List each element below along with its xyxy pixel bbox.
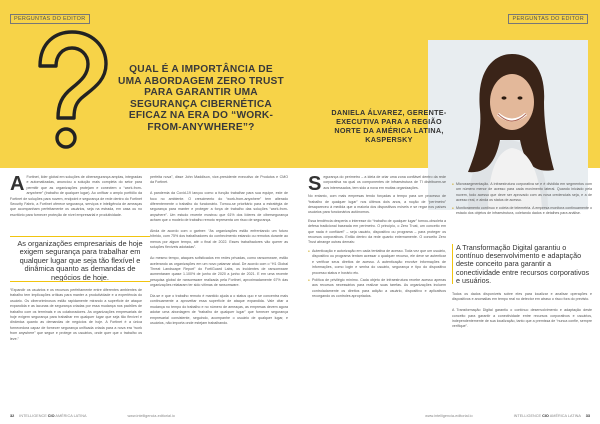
page-number: 32 <box>10 414 15 418</box>
cio-logo: CIO <box>47 414 55 418</box>
region: AMÉRICA LATINA <box>549 414 581 418</box>
mag-name: INTELLIGENCE <box>513 414 542 418</box>
question-mark-icon <box>18 26 118 156</box>
intro-paragraph: Fortinet, líder global em soluções de cibersegurança amplas, integradas e automatizadas, anunciou a solução mais completa do setor para permitir que as organizações protejam e conectem o “work-from-anywhere” (trabalho de qualquer lugar). Ao unificar o amplo portfólio da Fortinet de soluções para nuvem, endpoint e segurança de rede dentro do Fortinet Security Fabric, a Fortinet oferece segurança, serviços e inteligência de ameaças que acompanham perfeitamente os usuários, seja na estrada, em casa ou no escritório para fornecer proteção de nível empresarial e produtividade. <box>10 175 142 217</box>
paragraph: Essa tendência desperta o interesse do “trabalho de qualquer lugar” tornou-obsoleta a defesa tradicional baseada em perímetro. O princípio, o Zero Trust, um conceito em que nada é confiável” – seja usuário, dispositivo ou programa – para proteger os recursos corporativos. Então dentro da rede quanto externamente. O conceito Zero Trust abrange outras demais: <box>308 218 446 245</box>
bullet-item: ● Microssegmentação. A infraestrutura corporativa se e é dividida em segmentos com um número menor de acesso para cada movimento lateral. Quando iniciado pela nuvem, todo acesso que deve ser aprovado com as nova credenciais seja, e a de acesso real, e ainda os status de acesso. <box>452 182 592 204</box>
dropcap: S <box>308 173 322 195</box>
right-column-1 <box>308 175 446 302</box>
page-number: 33 <box>585 414 590 418</box>
region: AMÉRICA LATINA <box>55 414 87 418</box>
bullet-item: ● Política de privilégio mínimo. Cada objeto de infraestrutura recebe acesso apenas aos recursos necessários para realizar suas tarefas. As organizações incluem controladamente os direitos para adição a usuário, dispositivo e aplicativos recorgando os controles apropriados. <box>308 278 446 300</box>
dropcap: A <box>10 173 25 195</box>
page-footer <box>10 414 175 418</box>
bullet-item: ● Monitoramento contínuo e coleta de telemetria. A empresa monitora continuamente o estado dos objetos de infraestrutura, coletando dados e detalhes para análise. <box>452 206 592 217</box>
bullet-item: ● Autenticação e autorização em cada tentativa de acesso. Toda vez que um usuário, dispositivo ou programa tentam acessar o qualquer recurso, ele deve se autenticar e verificar seus direitos de acesso. A autenticação envolve informações de informações, como login e senha do usuário, segurança e tipo do dispositivo processo status e horário etc. <box>308 249 446 276</box>
page-footer <box>425 414 590 418</box>
pullquote: A Transformação Digital garantiu o contínuo desenvolvimento e adaptação deste conceito para garantir a conectividade entre recursos corporativos e usuários. <box>456 243 590 285</box>
section-tag: PERGUNTAS DO EDITOR <box>508 14 588 24</box>
article-title: QUAL É A IMPORTÂNCIA DE UMA ABORDAGEM ZERO TRUST PARA GARANTIR UMA SEGURANÇA CIBERNÉTICA EFICAZ NA ERA DO “WORK-FROM-ANYWHERE”? <box>118 64 284 133</box>
footer-url[interactable]: www.intelligencia-editorial.io <box>425 414 473 418</box>
left-column-2: perfeita nova”, disse John Maddison, vice-presidente executivo de Produtos e CMO da Fortinet. A pandemia da Covid-19 lançou como a função trabalhar para sua equipe, este de foco no ambiente. O crescimento do “work-from-anywhere” tem alterado diferentemente o trabalho do funcionário. Tornou-se prioritário para a estratégia de segurança para manter e proteger a força de trabalho das soluções “work-from-anywhere”. Um estudo recente mostrou que 61% dos líderes de cibersegurança acham que o modelo de trabalho remoto representa um risco de segurança. Ainda de acordo com o gartner: “As organizações estão enfrentando um futuro híbrido, com 75% dos trabalhadores do conhecimento estando ou remotos durante ao menos por algum tempo, até o final de 2022. Esses trabalhadores vão querer as soluções flexíveis adotadas”. Ao mesmo tempo, ataques sofisticados em redes privadas, como ransomware, estão acelerando as organizações em um novo patamar atual. De acordo com o “H1 Global Threat Landscape Report” do FortiGuard Labs, os incidentes de ransomware aumentaram quase 1.100% de junho de 2020 a junho de 2021. E em uma recente pesquisa global de ransomware realizada pela Fortinet, aproximadamente 67% das organizações relataram ter sido vítimas de ransomware. Diz-se e que o trabalho remoto é mantido ajuda a o status quo e se concentra mais continuamente a aproveitar essa superfície de ataque expandida. Vale citar a mudança no tempo do trabalho e no número de ameaças, as empresas devem agora adotar uma abordagem de “trabalho de qualquer lugar” que fornecer segurança empresarial consistente, seguindo, acompanhe o usuário de qualquer lugar, e usuários, não importa onde estejam trabalhando. <box>150 175 288 325</box>
right-page <box>300 0 600 424</box>
right-column-2-cont: Todos os dados disponíveis sobre eles para localizar e analisar operações e dispositivos e anomalias em tempo real no detector em atraso o risco fora do previsto. A Transformação Digital garantiu o contínuo desenvolvimento e adaptação deste conceito para garantir a conectividade entre recursos corporativos e usuários, independentemente de sua localização, tanto que a premissa de “nunca confie, sempre verifique”. <box>452 292 592 329</box>
bullet-list <box>452 182 592 216</box>
pullquote-rule <box>10 236 150 237</box>
pullquote: As organizações empresariais de hoje exigem segurança para trabalhar em qualquer lugar que seja tão flexível e dinâmica quanto as demandas de negócios de hoje. <box>17 239 143 282</box>
right-column-2 <box>452 182 592 218</box>
mag-name: INTELLIGENCE <box>19 414 47 418</box>
footer-url[interactable]: www.intelligencia-editorial.io <box>127 414 175 418</box>
intro-paragraph: egurança do perímetro – a ideia de criar uma zona confiável dentro da rede corporativa na qual os componentes de infraestrutura de TI distribuem-se aos interessados, tem sido a nova em muitas organizações. <box>323 175 446 190</box>
bullet-list <box>308 249 446 300</box>
left-column-1-cont: “Expandir os usuários e os recursos perfeitamente entre diferentes ambientes de trabalho tem implicações críticas para manter a produtividade e a experiência do usuário. Os cibercriminosos estão rapidamente mirando a superfície de ataque expandida e as lacunas de segurança criadas por essa mudança nos padrões de trabalho com os terminais e os colaboradores. As organizações empresariais de hoje exigem segurança para trabalhar em qualquer lugar que seja tão flexível e dinâmica quanto as demandas de negócios de hoje. A Fortinet é a única fornecedora capaz de fornecer segurança unificada criada para a nova era “work from anywhere” que segue e protege os usuários, onde quer que o trabalho os leve.” <box>10 288 142 341</box>
pullquote-rule <box>452 244 453 284</box>
section-tag: PERGUNTAS DO EDITOR <box>10 14 90 24</box>
pullquote-rule <box>10 281 150 282</box>
cio-logo: CIO <box>542 414 549 418</box>
portrait-caption: DANIELA ÁLVAREZ, GERENTE-EXECUTIVA PARA A REGIÃO NORTE DA AMÉRICA LATINA, KASPERSKY <box>331 108 447 144</box>
left-column-1 <box>10 175 142 218</box>
paragraph: No entanto, com mais empresas tendo forçadas a tempo para um processo de “trabalho de qualquer lugar” nos últimos dois anos, a noção de “perímetro” desapareceu à medida que a maioria dos dispositivos móveis e se regar nos países usuários para funcionários autônomos. <box>308 194 446 215</box>
